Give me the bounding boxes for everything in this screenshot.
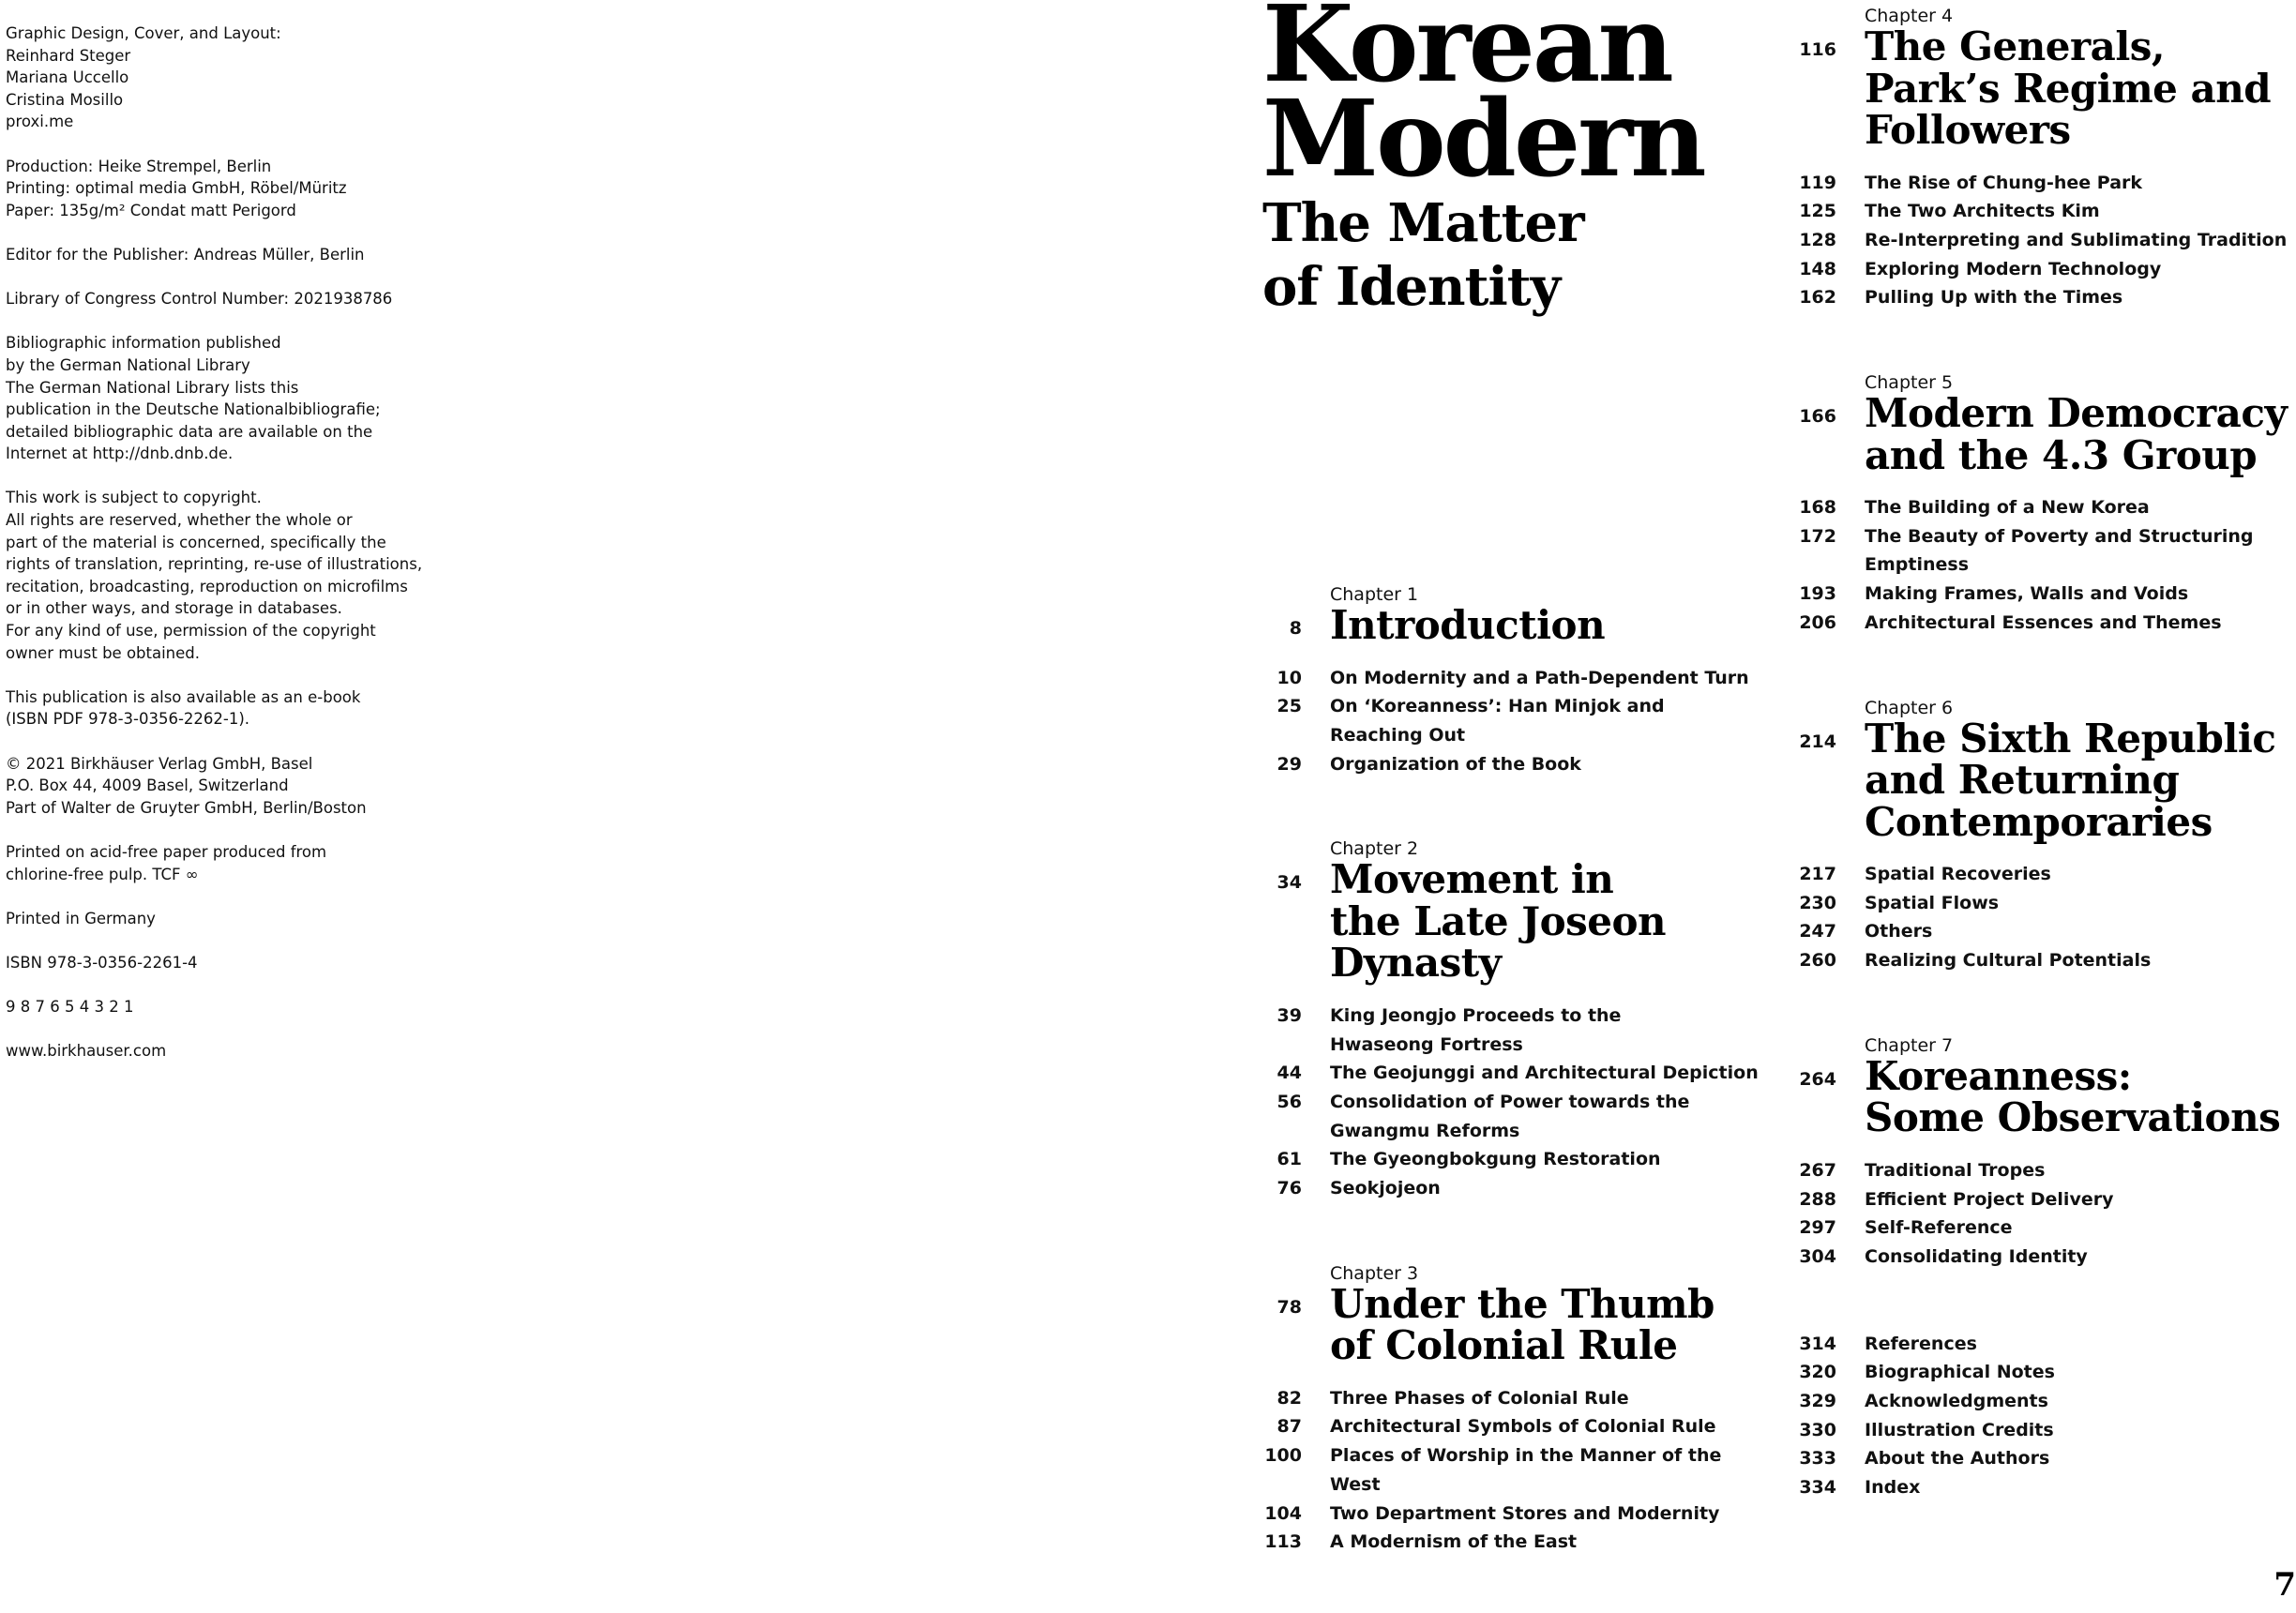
entry-page: 100: [1264, 1445, 1302, 1467]
entry-title: A Modernism of the East: [1330, 1531, 1578, 1553]
entry-title: Three Phases of Colonial Rule: [1330, 1387, 1629, 1409]
toc-entry: [1797, 946, 2296, 975]
entry-page: 29: [1276, 753, 1302, 775]
entry-page: 304: [1799, 1245, 1836, 1267]
chapter-page-number: 214: [1799, 731, 1836, 752]
entry-title: Making Frames, Walls and Voids: [1865, 583, 2189, 605]
chapter-heading: [1262, 602, 1788, 648]
chapter-heading: [1262, 1280, 1788, 1369]
toc-entry: [1797, 1358, 2296, 1387]
entry-page: 193: [1799, 583, 1836, 605]
toc-entry: [1262, 664, 1788, 693]
chapter-label: Chapter 7: [1865, 1034, 1954, 1056]
toc-entry: [1797, 1387, 2296, 1416]
entry-title: Consolidating Identity: [1865, 1245, 2088, 1267]
entry-page: 104: [1264, 1502, 1302, 1524]
imprint-publisher: © 2021 Birkhäuser Verlag GmbH, Basel P.O. Box 44, 4009 Basel, Switzerland Part of Walter de Gruyter GmbH, Berlin/Boston: [6, 754, 367, 817]
chapter-title-line: Contemporaries: [1865, 798, 2213, 845]
imprint-isbn: ISBN 978-3-0356-2261-4: [6, 953, 198, 972]
imprint-editor: Editor for the Publisher: Andreas Müller, Berlin: [6, 245, 365, 264]
entry-page: 172: [1799, 525, 1836, 547]
toc-chapter-3: [1262, 1263, 1788, 1557]
entry-page: 330: [1799, 1419, 1836, 1440]
chapter-title-line: Park’s Regime and: [1865, 65, 2272, 112]
chapter-page-number: 264: [1799, 1068, 1836, 1090]
entry-title: Index: [1865, 1477, 1921, 1499]
entry-title: Organization of the Book: [1330, 753, 1581, 775]
entry-title: Architectural Symbols of Colonial Rule: [1330, 1416, 1716, 1438]
entry-page: 119: [1799, 172, 1836, 193]
imprint-production: Production: Heike Strempel, Berlin Printing: optimal media GmbH, Röbel/Müritz Paper: 135g/m² Condat matt Perigord: [6, 157, 347, 219]
entry-title: Acknowledgments: [1865, 1391, 2048, 1412]
chapter-entries: [1262, 664, 1788, 779]
chapter-page-number: 166: [1799, 406, 1836, 428]
toc-entry: [1797, 609, 2296, 638]
entry-page: 206: [1799, 611, 1836, 633]
entry-page: 329: [1799, 1391, 1836, 1412]
chapter-entries: [1797, 860, 2296, 975]
chapter-title-line: the Late Joseon: [1330, 897, 1667, 944]
chapter-heading: [1797, 1052, 2296, 1141]
toc-entry: [1797, 1416, 2296, 1445]
toc-entry: [1797, 169, 2296, 198]
chapter-title-line: Followers: [1865, 107, 2071, 153]
imprint-loc-number: Library of Congress Control Number: 2021938786: [6, 290, 393, 309]
chapter-heading: [1262, 856, 1788, 987]
imprint-design-credits: Graphic Design, Cover, and Layout: Reinhard Steger Mariana Uccello Cristina Mosillo proxi.me: [6, 24, 281, 131]
toc-chapter-6: [1797, 698, 2296, 975]
chapter-title-line: Some Observations: [1865, 1094, 2281, 1141]
toc-entry: [1262, 1412, 1788, 1441]
chapter-label: Chapter 1: [1330, 584, 1419, 605]
toc-entry: [1262, 1002, 1788, 1031]
chapter-page-number: 116: [1799, 39, 1836, 60]
entry-title: The Gyeongbokgung Restoration: [1330, 1149, 1661, 1170]
entry-page: 10: [1276, 667, 1302, 688]
entry-page: 56: [1276, 1091, 1302, 1112]
entry-page: 61: [1276, 1149, 1302, 1170]
entry-page: 87: [1276, 1416, 1302, 1438]
entry-title: Pulling Up with the Times: [1865, 287, 2123, 309]
toc-entry: [1797, 255, 2296, 284]
entry-title: Spatial Flows: [1865, 892, 2000, 913]
toc-entry-continuation: [1797, 550, 2296, 580]
entry-page: 314: [1799, 1333, 1836, 1354]
entry-title: Exploring Modern Technology: [1865, 258, 2162, 279]
entry-page: 217: [1799, 864, 1836, 885]
entry-page: 76: [1276, 1178, 1302, 1199]
chapter-page-number: 34: [1276, 872, 1302, 894]
chapter-title-line: Movement in: [1330, 856, 1614, 903]
chapter-label: Chapter 6: [1865, 697, 1954, 718]
entry-title: Hwaseong Fortress: [1330, 1033, 1523, 1055]
entry-page: 148: [1799, 258, 1836, 279]
entry-title: The Geojunggi and Architectural Depiction: [1330, 1063, 1759, 1084]
entry-page: 333: [1799, 1448, 1836, 1470]
entry-page: 162: [1799, 287, 1836, 309]
toc-chapter-4: [1797, 6, 2296, 312]
entry-title: Illustration Credits: [1865, 1419, 2054, 1440]
chapter-title-line: The Sixth Republic: [1865, 715, 2276, 761]
entry-title: Consolidation of Power towards the: [1330, 1091, 1690, 1112]
toc-entry: [1797, 493, 2296, 522]
entry-title: About the Authors: [1865, 1448, 2050, 1470]
imprint-print-run: 9 8 7 6 5 4 3 2 1: [6, 998, 134, 1017]
toc-entry: [1797, 1473, 2296, 1502]
entry-page: 25: [1276, 696, 1302, 717]
entry-title: The Rise of Chung-hee Park: [1865, 172, 2143, 193]
chapter-title-line: Dynasty: [1330, 940, 1502, 987]
toc-entry: [1262, 1500, 1788, 1529]
toc-entry: [1262, 1088, 1788, 1117]
toc-entry: [1262, 1384, 1788, 1413]
entry-title: Self-Reference: [1865, 1217, 2013, 1239]
toc-entry: [1262, 1059, 1788, 1088]
chapter-title-line: Modern Democracy: [1865, 390, 2288, 437]
entry-title: Biographical Notes: [1865, 1362, 2055, 1383]
entry-page: 39: [1276, 1004, 1302, 1026]
toc-entry: [1797, 580, 2296, 609]
entry-page: 82: [1276, 1387, 1302, 1409]
chapter-entries: [1262, 1002, 1788, 1203]
entry-title: Realizing Cultural Potentials: [1865, 950, 2152, 972]
chapter-entries: [1262, 1384, 1788, 1557]
entry-page: 113: [1264, 1531, 1302, 1553]
toc-entry: [1797, 917, 2296, 946]
entry-title: Emptiness: [1865, 554, 1970, 576]
chapter-entries: [1797, 1156, 2296, 1272]
entry-title: The Building of a New Korea: [1865, 497, 2150, 519]
entry-title: Places of Worship in the Manner of the West: [1330, 1445, 1722, 1495]
chapter-title-line: and the 4.3 Group: [1865, 431, 2258, 478]
imprint-column: [6, 23, 531, 1085]
entry-page: 260: [1799, 950, 1836, 972]
imprint-bibliographic: Bibliographic information published by the German National Library The German National Library lists this publication in the Deutsche Nationalbibliografie; detailed bibliographic data are available on the Internet at http://dnb.dnb.de.: [6, 334, 381, 463]
toc-entry: [1797, 860, 2296, 889]
imprint-ebook: This publication is also available as an e-book (ISBN PDF 978-3-0356-2262-1).: [6, 687, 361, 729]
toc-entry-continuation: [1262, 1117, 1788, 1146]
entry-title: Spatial Recoveries: [1865, 864, 2051, 885]
entry-title: References: [1865, 1333, 1977, 1354]
toc-entry-continuation: [1262, 721, 1788, 750]
entry-page: 267: [1799, 1159, 1836, 1181]
toc-chapter-5: [1797, 372, 2296, 638]
toc-entry: [1797, 197, 2296, 226]
book-subtitle-line-2: of Identity: [1262, 256, 1561, 318]
imprint-printed-in: Printed in Germany: [6, 909, 156, 927]
imprint-website: www.birkhauser.com: [6, 1042, 167, 1061]
toc-entry: [1797, 1243, 2296, 1272]
entry-title: The Beauty of Poverty and Structuring: [1865, 525, 2254, 547]
chapter-label: Chapter 3: [1330, 1262, 1419, 1284]
imprint-copyright-notice: This work is subject to copyright. All rights are reserved, whether the whole or part of the material is concerned, specifically the rights of translation, reprinting, re-use of illustrations, recitation, broadcasting, reproduction on microfilms or in other ways, and storage in databases. For any kind of use, permission of the copyright owner must be obtained.: [6, 489, 423, 662]
book-subtitle-line-1: The Matter: [1262, 192, 1584, 254]
toc-entry: [1797, 1444, 2296, 1473]
chapter-heading: [1797, 390, 2296, 478]
entry-page: 230: [1799, 892, 1836, 913]
toc-entry: [1797, 226, 2296, 255]
toc-entry: [1262, 1528, 1788, 1557]
entry-title: Two Department Stores and Modernity: [1330, 1502, 1720, 1524]
toc-entry: [1797, 1330, 2296, 1359]
toc-entry: [1797, 283, 2296, 312]
entry-title: On Modernity and a Path-Dependent Turn: [1330, 667, 1749, 688]
chapter-title-line: Under the Thumb: [1330, 1280, 1714, 1327]
entry-title: Architectural Essences and Themes: [1865, 611, 2222, 633]
chapter-title-line: and Returning: [1865, 757, 2180, 804]
entry-title: On ‘Koreanness’: Han Minjok and: [1330, 696, 1665, 717]
entry-page: 288: [1799, 1188, 1836, 1210]
toc-entry: [1797, 889, 2296, 918]
entry-page: 297: [1799, 1217, 1836, 1239]
chapter-title-line: Koreanness:: [1865, 1052, 2132, 1099]
toc-entry: [1262, 1145, 1788, 1174]
entry-title: The Two Architects Kim: [1865, 201, 2100, 222]
page-number: 7: [2273, 1566, 2296, 1604]
chapter-entries: [1797, 169, 2296, 313]
chapter-label: Chapter 5: [1865, 372, 1954, 394]
toc-entry-continuation: [1262, 1031, 1788, 1060]
chapter-label: Chapter 4: [1865, 6, 1954, 26]
toc-entry: [1797, 1185, 2296, 1214]
toc-entry: [1262, 1174, 1788, 1203]
toc-entry: [1797, 1214, 2296, 1243]
book-title-line-1: Korean: [1262, 0, 1671, 106]
entry-page: 125: [1799, 201, 1836, 222]
toc-entry: [1262, 1441, 1788, 1499]
toc-entry: [1262, 750, 1788, 779]
book-title-line-2: Modern: [1262, 78, 1704, 201]
toc-back-matter: [1797, 1330, 2296, 1502]
chapter-title-line: of Colonial Rule: [1330, 1322, 1678, 1369]
entry-page: 320: [1799, 1362, 1836, 1383]
chapter-heading: [1797, 23, 2296, 153]
entry-page: 168: [1799, 497, 1836, 519]
chapter-page-number: 8: [1289, 618, 1302, 639]
book-title-block: [1262, 0, 1704, 317]
imprint-paper: Printed on acid-free paper produced from chlorine-free pulp. TCF ∞: [6, 842, 327, 883]
chapter-label: Chapter 2: [1330, 838, 1419, 860]
entry-title: King Jeongjo Proceeds to the: [1330, 1004, 1622, 1026]
chapter-page-number: 78: [1276, 1296, 1302, 1318]
entry-title: Efficient Project Delivery: [1865, 1188, 2114, 1210]
toc-chapter-2: [1262, 838, 1788, 1202]
entry-title: Seokjojeon: [1330, 1178, 1441, 1199]
entry-title: Others: [1865, 921, 1933, 942]
entry-title: Traditional Tropes: [1865, 1159, 2046, 1181]
toc-column-left: [1262, 584, 1788, 1557]
toc-entry: [1797, 1156, 2296, 1185]
toc-entry: [1262, 692, 1788, 721]
chapter-title-line: Introduction: [1330, 602, 1606, 648]
toc-chapter-1: [1262, 584, 1788, 778]
toc-entry: [1797, 522, 2296, 551]
entry-page: 44: [1276, 1063, 1302, 1084]
chapter-title-line: The Generals,: [1865, 23, 2166, 69]
entry-page: 128: [1799, 229, 1836, 250]
toc-chapter-7: [1797, 1035, 2296, 1272]
entry-title: Re-Interpreting and Sublimating Tradition: [1865, 229, 2288, 250]
toc-column-right: [1797, 6, 2296, 1502]
chapter-heading: [1797, 715, 2296, 845]
entry-title: Gwangmu Reforms: [1330, 1120, 1520, 1141]
entry-page: 334: [1799, 1477, 1836, 1499]
entry-page: 247: [1799, 921, 1836, 942]
entry-title: Reaching Out: [1330, 724, 1466, 746]
chapter-entries: [1797, 493, 2296, 638]
